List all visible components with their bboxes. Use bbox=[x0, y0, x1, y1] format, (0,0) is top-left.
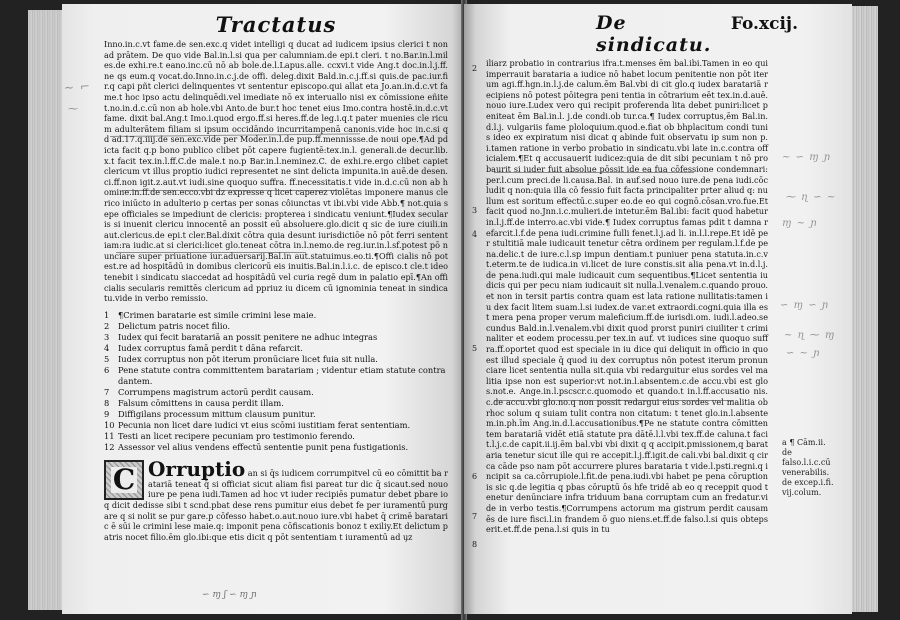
summary-list bbox=[104, 310, 448, 453]
summary-item: 12 Assessor vel alius vendens effectū sententie punit pena fustigationis. bbox=[104, 441, 409, 452]
underline-mark bbox=[116, 252, 306, 253]
summary-item: 4 Iudex corruptus famā perdit t dāna refarcit. bbox=[104, 342, 303, 353]
marginal-number: 3 bbox=[472, 206, 478, 215]
marginal-number: 2 bbox=[472, 64, 478, 73]
marginal-number: 7 bbox=[472, 512, 478, 521]
left-page bbox=[62, 4, 464, 614]
handwritten-note: ~ ɳ ⁓ ɱ bbox=[784, 330, 836, 341]
handwritten-note: ɱ ~ ɲ bbox=[782, 218, 818, 229]
printed-margin-note: a ¶ Cām.ii. de falso.l.i.c.cū venerabilis. de excep.i.fi. vij.colum. bbox=[782, 438, 834, 497]
underline-mark bbox=[494, 400, 734, 401]
underline-mark bbox=[122, 190, 342, 191]
left-paragraph: Inno.in.c.vt fame.de sen.exc.q videt intelligi q ducat ad iudicem ipsius clerici t non ad prātem. De quo vide Bal.in.l.si qua per calumniam.de epi.t cleri. t no.Bar.in.l.miles.de exhi.re.t eano.inc.cū nō ab bole.de.l.Lapus.alle. ccxvi.t vide Ang.t doc.in.l.j.ff.ne qs eum.q vocat.do.Inno.in.c.j.de offi. deleg.dixit Bald.in.c.j.ff.si quis.de pac.iur.fir.q capi pñt clerici delinquentes vt sententur episcopo.qui allat eta Jo.an.in.d.c.vt fame.t hoc ipso actu delinquēdi.vel imediate nō ex interuallo nisi ex cōmissione eñitet.no.in.d.c.cū non ab hole.vbi Anto.de bur.t hoc tenet eius Imo.contra hostē.in.d.c.vt fame. dixit bal.Ang.t Imo.i.quod ergo.ff.si heres.ff.de leg.i.q.t pater muenies cle ricum adulterātem filiam si ipsum occidāndo incurritampenā canonis.vide hoc in.c.si qd ad.17.q.iiij.de sen.exc.vide per Moder.in.l.de pup.ff.mennissse.de noui ope.¶Ad pdicta facit q.p bono publico clibet pōt capere fugientē:tex.in.l. generali.de decur.lib.x.t facit tex.in.l.ff.C.de male.t no.p Bar.in.l.neminez.C. de exhi.re.ergo clibet capiet clericum vt illus proptio iudici representet ne sint delicta impunita.in auē.de desen.ci.ff.non igit.z.aut.vt iudi.sine quoquo suffra. ff.necessitatis.t vide in.d.c.cū non ab homine.in.ff.de sen.ecco.vbi dz expresse q licet caperez violētas imponere manus clerico iniūcto in adulterio p certas per sonas côiunctas vt ibi.vbi vide Abb.¶ not.quia sepe officiales se impediunt de clericis: propterea i sindicatu veniunt.¶Iudex secularis si inuenit clericu innocentē an possit eū absoluere.glo.dicit q sic de iure ciuili.in aut.clericus.de epi.t cler.Bal.dixit cōtra quia desunt iurisdictiōe nō pōt ferri sententiam:ra iudic.at si clerici:licet glo.teneat cōtra in.l.nemo.de reg.iur.in.l.sf.potest pō nunciare super priuatione iur.aduersarij.Bal.in aut.statuimus.eo.ti.¶Offi cialis nō potest.re ad hospitādū in domibus clericorū eis inuitis.Bal.in.l.i.c. de episco.t cle.t ideo tenebit i sindicatu siaccedat ad hospitādū vel curia regē dum in palatio epī.¶An officialis secularis remittēs clericum ad ppriuz iu dicem cū ignominia teneat in sindicatu.vide in verbo remissio. bbox=[104, 39, 449, 304]
handwritten-note: ∽ ɱ ʃ ∽ ɱ ɲ bbox=[202, 590, 257, 600]
marginal-number: 8 bbox=[472, 540, 478, 549]
summary-item: 5 Iudex corruptus non pōt iterum pronūciare licet fuia sit nulla. bbox=[104, 353, 378, 364]
marginal-number: 5 bbox=[472, 344, 478, 353]
handwritten-note: ~ ∽ ɱ ɲ bbox=[782, 152, 832, 163]
summary-item: 2 Delictum patris nocet filio. bbox=[104, 320, 230, 331]
summary-item: 3 Iudex qui fecit baratariā an possit penitere ne adhuc integras bbox=[104, 331, 378, 342]
summary-item: 7 Corrumpens magistrum actorū perdit causam. bbox=[104, 386, 314, 397]
marginal-number: 4 bbox=[472, 230, 478, 239]
handwritten-mark: ⁓ bbox=[68, 104, 79, 115]
decorated-initial bbox=[104, 460, 144, 500]
summary-item: 6 Pene statute contra committentem baratariam ; videntur etiam statute contra dantem. bbox=[104, 364, 446, 386]
underline-mark bbox=[494, 172, 694, 173]
right-page bbox=[464, 4, 852, 614]
right-running-head: De sindicatu. bbox=[596, 12, 712, 56]
right-head-row bbox=[486, 12, 842, 56]
right-paragraph: iliarz probatio in contrarius ifra.t.menses ēm bal.ibi.Tamen in eo qui imperrauit barataria a iudice nō habet locum penitentie non pōt iterum agi.ff.hgn.in.l.j.de calum.ēm Bal.vbi di cit glo.q iudex baratariā recipiens nō potest pōitegra peni tentia in cōtrarium eēt tex.in.d.auē.nouo iure.Ludex vero qui recipit proferenda lita debet puniri:licet peniteat ēm Bal.in.l. j.de condi.ob tur.ca.¶ Iudex corruptus,ēm Bal.in.d.l.j. vulgariis fame ploloquium.quod.e.fiat ob bhplacitum condi tunis ideo ex expiratum nisi dicat q abinde fuit observatu ip sum non p.i.tamen ratione in verbo probatio in sindicatu.vbi late in.c.contra officialem.¶Et q accusauerit iudicez:quia de dit sibi pecuniam t nō probaurit si iuder fuit absolue pōssit ide ea fua cōfessione condemnari:per.l.cum preci.de li.causa.Bal. in auf.sed nouo iure.de pena iudi.cōcludit q non:quia illa cō fessio fuit facta principaliter prter aliud q: nullum est soritum effectū.c.super eo.de eo qui cognō.cōsan.vro.fue.Et facit quod no.Jnn.i.c.mulieri.de intetur.ēm Bal.ibi: facit quod habetur in.l.j.ff.de interro.ac.vbi vide.¶ Iudex corruptus famas pdit t damna refarcit.l.f.de pena iudi.crimine fulli fenet.l.j.ad li. in.l.l.repe.Et idē per stultitiā male iudicauit tenetur cētra ordinem per regulam.l.f.de pena.delic.t de iure.c.l.sp impun dentiam.t puniuer pena statuta.in.c.vt.eterm.te de iudica.in vi.licet de iure constis.sit alia pena.vt in.d.l.j.de pena.iudi.qui male iudicauit cum sequentibus.¶Licet sententia iudicis qui per pecu niam iudicauit sit nulla.l.venalem.c.quando prouo.et non in tersit partis contra quam est lata ratione nullitatis:tamen iu dex facit litem suam.l.si iudex.de var.et extraordi.cogni.quia illa est mera pena proper verum maleficium.ff.de iurisdi.om. iudi.l.adeo.secundus Bald.in.l.venalem.vbi dixit quod prorst puniri ciuiliter t criminaliter et eodem processu.per tex.in auf. vt iudices sine quoquo suffra.ff.oportet quod est speciale in iu dice qui deliquit in officio in quo est illud speciale q̄ quod iu dex corruptus nōn potest iterum pronunciare licet sententia nulla sit.quia vbi redarguitur eius sordes vel malitia ipse non est superior:vt not.in.l.absentem.c.de accu.vbi est glos.not.e. Ange.in.l.pscscr.c.quomodo et quando.t in.l.ff.accusatio nis.c.de accu.vbi glo.no.q non possit redargui eius sordes vel malitia obrhoc solum q suiam tulit contra non citatum: t tenet glo.in.l.absentem.in.ph.īm Ang.in.d.l.accusationibus.¶Pe ne statute contra cōmittentem baratariā vidēt etiā statute pra dātē.l.l.vbi tex.ff.de caluna.t facit.l.j.c.de capit.ii.ij.ēm bal.vbi vbi dixit q q accipit.pmissionem,q barataria tenetur sicut ille qui re accepit.l.j.ff.igit.de cali.vbi bal.dixit q circa cāde pso nam pōt accurrere plures barataria t vide.l.psti.regni.q incipit sa ca.cōrrupiole.l.fit.de pena.iudi.vbi habet pe pena cōruptionis sic q.de legitia q pbas cōruptū ōs hfe tridē ab eo q receppit quod tenetur denūnciare infra triduum bana corruptam cum an fredatur.vide in verbo testis.¶Corrumpens actorum ma gistrum perdit causam ēs de iure fisci.l.in frandem ō guo niens.et.ff.de falso.l.si quis obtepserit.et.ff.de pena.l.si quis in tu bbox=[486, 58, 768, 535]
folio-number: Fo.xcij. bbox=[730, 14, 798, 34]
summary-item: 8 Falsum cōmittens in causa perdit illam. bbox=[104, 397, 284, 408]
summary-item: 9 Diffigilans processum mittum clausum punitur. bbox=[104, 408, 316, 419]
left-running-head: Tractatus bbox=[215, 12, 337, 37]
marginal-number: 6 bbox=[472, 472, 478, 481]
initial-letter: C bbox=[112, 462, 136, 496]
left-fore-edge bbox=[28, 10, 63, 610]
summary-item: 11 Testi an licet recipere pecuniam pro testimonio ferendo. bbox=[104, 430, 355, 441]
summary-item: 10 Pecunia non licet dare iudici vt eius scōmi iustitiam ferat sententiam. bbox=[104, 419, 411, 430]
handwritten-mark: ~ ⌐ bbox=[63, 79, 92, 95]
right-main-text bbox=[486, 58, 768, 535]
right-fore-edge bbox=[851, 6, 878, 612]
handwritten-note: ∽ ~ ɲ bbox=[786, 348, 821, 359]
left-main-text bbox=[104, 39, 448, 304]
handwritten-note: ∽ ɱ ∽ ɲ bbox=[780, 300, 830, 311]
summary-item: 1 ¶Crimen baratarie est simile crimini lese maie. bbox=[104, 309, 317, 320]
open-book bbox=[28, 0, 878, 620]
initial-paragraph-text: an si q̄s iudicem corrumpitvel cū eo cōmittit ba ratariā teneat q̄ si officiat sicut aliam fisi pareat tur dic q̄ sicaut.sed nouo iure pe pena iudi.Tamen ad hoc vt iuder recipiēs pumatur debet pbare io q dicit dedisse sibi t scnd.pbat dese rens pumitur eius debet fe per iuramentū purgare q si nolit se pur gare.p cōfesso habet.o.aut.nouo iure.vbi habet q̄ crimē barataric ē sūi le crimini lese maie.q: imponit pena cōfiscationis bonoz t exiliy.Et delictum patris nocet filio.ēm glo.ibi:que etis dicit q pōt sententiam t iuramentū ad u̧z bbox=[104, 467, 448, 542]
initial-word: Orruptio bbox=[148, 456, 246, 481]
handwritten-note: ⁓ ɳ ∽ ~ bbox=[786, 192, 837, 203]
initial-paragraph bbox=[104, 456, 448, 543]
